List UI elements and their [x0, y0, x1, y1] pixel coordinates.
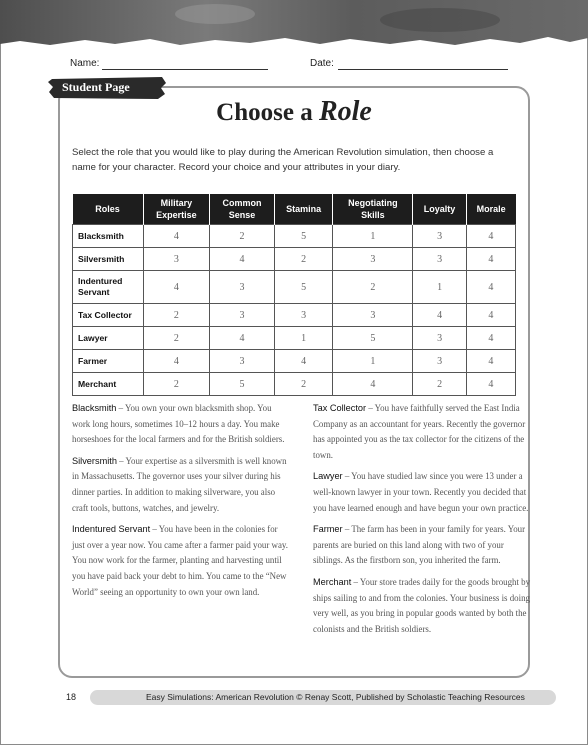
attribute-value-cell: 3 [413, 248, 467, 271]
table-header-row [73, 194, 516, 225]
attribute-value-cell: 3 [210, 304, 275, 327]
attribute-value-cell: 1 [274, 327, 333, 350]
column-header [333, 194, 413, 225]
column-header-text: Expertise [156, 210, 197, 220]
role-description [72, 522, 290, 600]
attribute-value-cell: 2 [210, 225, 275, 248]
attribute-value-cell: 3 [210, 350, 275, 373]
attribute-value-cell: 2 [274, 248, 333, 271]
date-field[interactable] [310, 58, 334, 69]
role-description-name: Lawyer [313, 471, 343, 482]
column-header [413, 194, 467, 225]
attribute-value-cell: 4 [210, 327, 275, 350]
attribute-value-cell: 1 [333, 225, 413, 248]
attribute-value-cell: 4 [143, 350, 210, 373]
role-name-cell [73, 225, 144, 248]
column-header-text: Military [160, 198, 193, 208]
role-description [313, 575, 531, 637]
table-row [73, 248, 516, 271]
role-name-cell [73, 373, 144, 396]
role-description-name: Merchant [313, 576, 352, 587]
attribute-value-cell: 2 [143, 304, 210, 327]
attribute-value-cell: 4 [466, 373, 515, 396]
role-name: Blacksmith [78, 230, 124, 241]
intro-paragraph: Select the role that you would like to play during the American Revolution simulation, then choose a name for your character. Record your choice and your attributes in your diary. [72, 147, 494, 173]
attribute-value-cell: 3 [274, 304, 333, 327]
attribute-value-cell: 4 [466, 248, 515, 271]
table-row [73, 225, 516, 248]
roles-table [72, 194, 516, 396]
attribute-value-cell: 1 [333, 350, 413, 373]
attribute-value-cell: 4 [413, 304, 467, 327]
column-header [210, 194, 275, 225]
role-name-cell [73, 304, 144, 327]
table-row [73, 304, 516, 327]
date-line [338, 69, 508, 70]
attribute-value-cell: 5 [274, 225, 333, 248]
role-name-cell [73, 327, 144, 350]
role-description-text: – Your expertise as a silversmith is well known in Massachusetts. The governor uses your silver during his dinner parties. In addition to making silverware, you also craft tools, buttons, watches, and jewelry. [72, 455, 287, 513]
role-name-cell [73, 248, 144, 271]
attribute-value-cell: 4 [466, 271, 515, 304]
attribute-value-cell: 4 [466, 225, 515, 248]
role-description [72, 401, 290, 448]
attribute-value-cell: 2 [413, 373, 467, 396]
page-number: 18 [66, 692, 77, 702]
column-header-text: Morale [476, 204, 506, 214]
column-header-text: Loyalty [423, 204, 456, 214]
torn-paper-header [0, 0, 588, 52]
attribute-value-cell: 2 [143, 327, 210, 350]
table-row [73, 271, 516, 304]
role-description [313, 469, 531, 516]
page-title [0, 96, 588, 128]
page-footer [58, 690, 528, 705]
attribute-value-cell: 4 [143, 271, 210, 304]
role-description-text: – The farm has been in your family for years. Your parents are buried on this land along with two of your siblings. As the firstborn son, you inherited the farm. [313, 524, 526, 566]
role-name: Merchant [78, 378, 117, 389]
role-description-name: Blacksmith [72, 403, 117, 413]
header-fields [70, 58, 510, 74]
role-name: Silversmith [78, 253, 125, 264]
role-name: Servant [78, 287, 110, 297]
column-header-text: Negotiating [348, 198, 398, 208]
attribute-value-cell: 1 [413, 271, 467, 304]
column-header-text: Skills [361, 210, 385, 220]
badge-label: Student Page [62, 80, 130, 94]
attribute-value-cell: 3 [413, 350, 467, 373]
role-name: Tax Collector [78, 309, 132, 320]
name-label: Name: [70, 58, 100, 69]
attribute-value-cell: 3 [143, 248, 210, 271]
table-row [73, 327, 516, 350]
role-description-text: – You have faithfully served the East India Company as an accountant for years. Recently the governor has appointed you as the tax collector for the citizens of the town. [313, 403, 526, 460]
role-descriptions-right [313, 401, 531, 643]
role-name: Indentured [78, 276, 123, 286]
role-description-text: – You have studied law since you were 13 under a well-known lawyer in your town. Recently you decided that you have learned enough and have begun your own practice. [313, 471, 529, 513]
role-name: Lawyer [78, 332, 108, 343]
attribute-value-cell: 4 [143, 225, 210, 248]
attribute-value-cell: 4 [333, 373, 413, 396]
column-header [466, 194, 515, 225]
footer-citation: Easy Simulations: American Revolution © Renay Scott, Published by Scholastic Teaching Resources [146, 692, 525, 702]
attribute-value-cell: 3 [333, 304, 413, 327]
role-descriptions-left [72, 401, 290, 606]
attribute-value-cell: 2 [143, 373, 210, 396]
role-description [313, 522, 531, 569]
attribute-value-cell: 3 [413, 327, 467, 350]
attribute-value-cell: 5 [274, 271, 333, 304]
title-emphasis: Role [318, 96, 372, 127]
name-line [102, 69, 268, 70]
name-field[interactable] [70, 58, 99, 69]
column-header-text: Stamina [286, 204, 322, 214]
role-description-name: Farmer [313, 524, 343, 535]
role-name-cell [73, 350, 144, 373]
attribute-value-cell: 2 [274, 373, 333, 396]
attribute-value-cell: 4 [466, 304, 515, 327]
role-description-text: – You have been in the colonies for just over a year now. You came after a farmer paid your way. You now work for the farmer, planting and harvesting until you have paid back your debt to him. You came to the “New World” seeing an opportunity to own your own land. [72, 524, 288, 597]
column-header-text: Sense [228, 210, 256, 220]
column-header [73, 194, 144, 225]
attribute-value-cell: 3 [413, 225, 467, 248]
attribute-value-cell: 5 [210, 373, 275, 396]
attribute-value-cell: 3 [210, 271, 275, 304]
attribute-value-cell: 4 [466, 327, 515, 350]
attribute-value-cell: 3 [333, 248, 413, 271]
column-header [274, 194, 333, 225]
column-header-text: Common [222, 198, 262, 208]
role-name: Farmer [78, 355, 108, 366]
role-description [72, 454, 290, 516]
attribute-value-cell: 4 [210, 248, 275, 271]
role-description-text: – You own your own blacksmith shop. You work long hours, sometimes 10–12 hours a day. You make horseshoes for the local farmers and for the British soldiers. [72, 403, 285, 445]
role-description-name: Silversmith [72, 455, 117, 466]
column-header [143, 194, 210, 225]
attribute-value-cell: 4 [274, 350, 333, 373]
table-row [73, 350, 516, 373]
role-description-name: Tax Collector [313, 403, 367, 413]
role-description-name: Indentured Servant [72, 524, 151, 535]
date-label: Date: [310, 58, 334, 69]
attribute-value-cell: 2 [333, 271, 413, 304]
column-header-text: Roles [95, 204, 120, 214]
role-description-text: – Your store trades daily for the goods brought by ships sailing to and from the colonies. Your business is doing very well, as you bring in popular goods wanted by both the colonists and the British soldiers. [313, 576, 531, 634]
attribute-value-cell: 5 [333, 327, 413, 350]
role-name-cell [73, 271, 144, 304]
role-description [313, 401, 531, 463]
attribute-value-cell: 4 [466, 350, 515, 373]
table-row [73, 373, 516, 396]
title-prefix: Choose a [216, 99, 319, 126]
